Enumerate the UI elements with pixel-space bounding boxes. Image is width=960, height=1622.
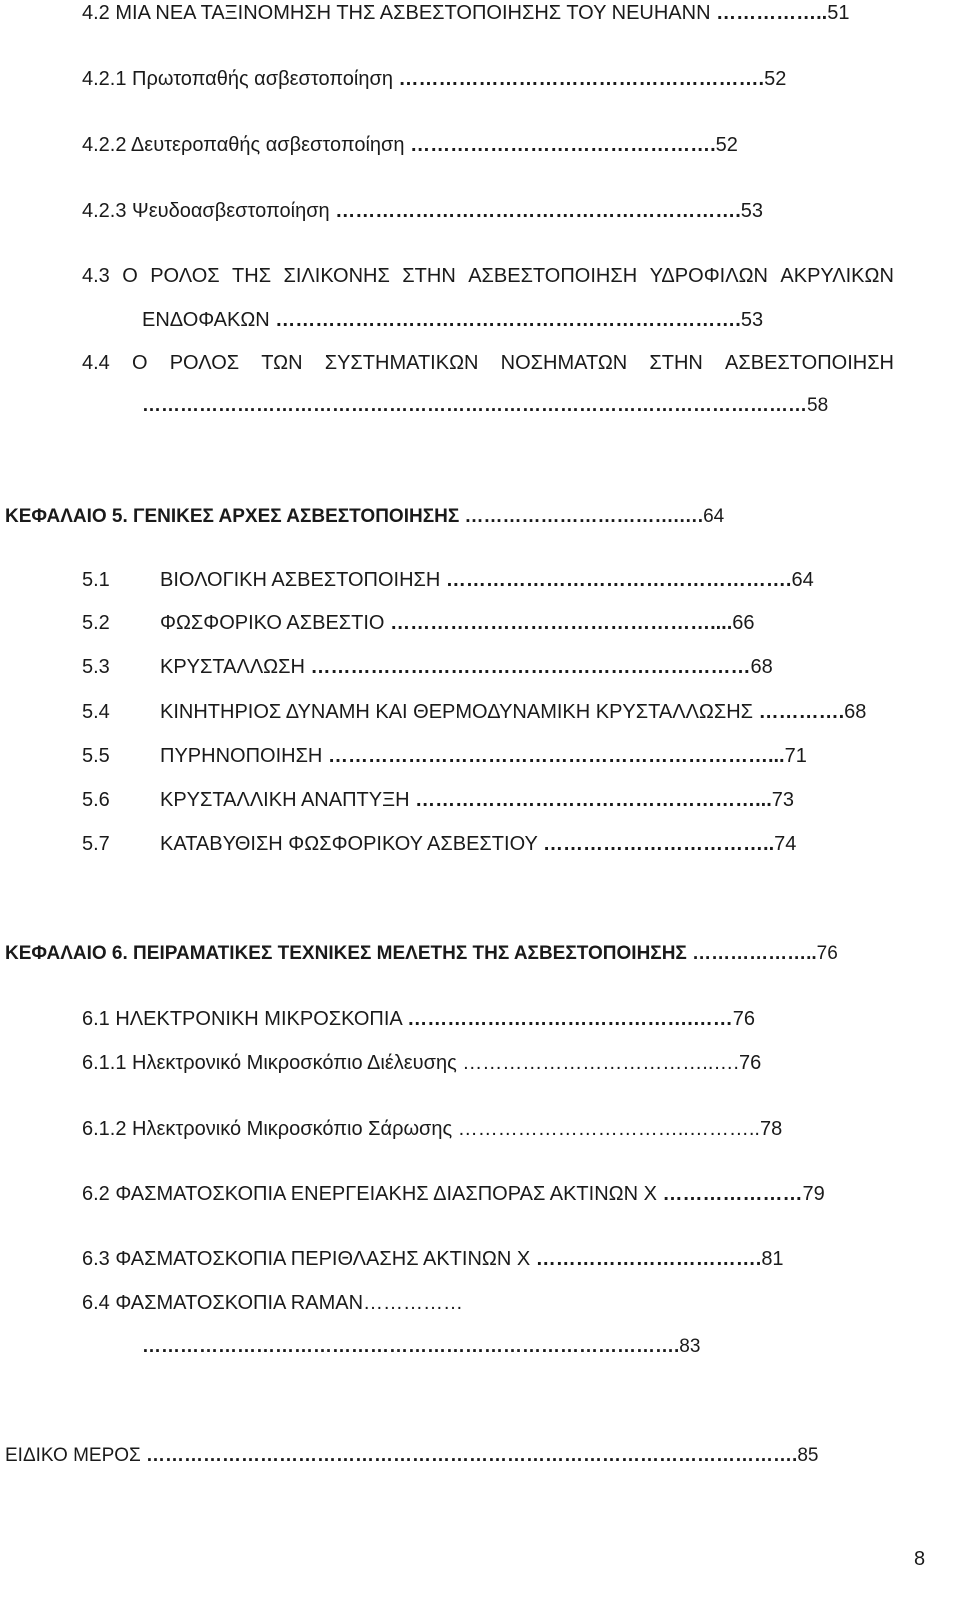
toc-entry-number: 5.3: [82, 656, 110, 678]
toc-entry-leader: …………………………………………………….: [335, 200, 741, 222]
toc-entry-leader: …………………………………………....: [390, 612, 733, 634]
toc-word: ΤΩΝ: [261, 352, 303, 374]
toc-entry-page: 85: [797, 1445, 819, 1466]
toc-entry-leader: ………….: [758, 701, 845, 723]
toc-word: ΤΗΣ: [232, 265, 272, 287]
toc-entry-5-3: [82, 655, 773, 679]
toc-entry-leader: ……………………………..………..: [457, 1118, 760, 1140]
toc-entry-page: 58: [807, 395, 829, 416]
toc-entry-5-6: [82, 788, 794, 812]
toc-entry-text: ΚΡΥΣΤΑΛΛΙΚΗ ΑΝΑΠΤΥΞΗ: [160, 789, 416, 811]
toc-word: 4.3: [82, 265, 110, 287]
toc-entry-number: 5.5: [82, 745, 110, 767]
toc-entry-number: 5.6: [82, 789, 110, 811]
toc-entry-text: 4.2.2 Δευτεροπαθής ασβεστοποίηση: [82, 134, 411, 156]
toc-entry-leader: ……………………………………….: [410, 134, 716, 156]
toc-word: ΑΣΒΕΣΤΟΠΟΙΗΣΗ: [468, 265, 638, 287]
toc-word: 4.4: [82, 352, 110, 374]
toc-entry-5-4: [82, 700, 866, 724]
toc-entry-leader: ……………………………..: [543, 833, 775, 855]
toc-entry-text: 6.3 ΦΑΣΜΑΤΟΣΚΟΠΙΑ ΠΕΡΙΘΛΑΣΗΣ ΑΚΤΙΝΩΝ Χ: [82, 1248, 536, 1270]
toc-entry-4-4: [82, 351, 894, 375]
toc-entry-text: ΚΡΥΣΤΑΛΛΩΣΗ: [160, 656, 311, 678]
toc-entry-6-1-2: [82, 1117, 782, 1141]
toc-chapter-5: [5, 505, 724, 529]
toc-entry-leader: …………………………………………………………: [310, 656, 751, 678]
toc-word: ΣΙΛΙΚΟΝΗΣ: [283, 265, 390, 287]
toc-entry-leader: ……………..: [716, 2, 828, 24]
toc-entry-leader: …………………………….….: [464, 506, 704, 527]
toc-word: Ο: [122, 265, 138, 287]
toc-entry-4-2-3: [82, 199, 763, 223]
toc-entry-5-7: [82, 832, 796, 856]
toc-entry-text: ΠΥΡΗΝΟΠΟΙΗΣΗ: [160, 745, 328, 767]
toc-chapter-6: [5, 942, 838, 966]
toc-entry-4-2-1: [82, 67, 786, 91]
toc-entry-text: 6.4 ΦΑΣΜΑΤΟΣΚΟΠΙΑ RAMAN: [82, 1292, 364, 1314]
toc-entry-page: 53: [740, 200, 764, 222]
toc-entry-4-2-2: [82, 133, 738, 157]
toc-entry-page: 64: [703, 506, 725, 527]
toc-entry-leader: ………………………………..….: [462, 1052, 739, 1074]
toc-entry-4-2: [82, 1, 849, 25]
toc-entry-text: 4.2.3 Ψευδοασβεστοποίηση: [82, 200, 336, 222]
toc-entry-leader: …………………………………….……: [407, 1008, 733, 1030]
toc-entry-5-2: [82, 611, 755, 635]
toc-entry-page: 79: [802, 1183, 825, 1205]
page-number: 8: [914, 1548, 926, 1570]
toc-entry-page: 52: [715, 134, 738, 156]
toc-word: ΡΟΛΟΣ: [169, 352, 240, 374]
toc-entry-text: ΚΕΦΑΛΑΙΟ 6. ΠΕΙΡΑΜΑΤΙΚΕΣ ΤΕΧΝΙΚΕΣ ΜΕΛΕΤΗΣ ΤΗΣ ΑΣΒΕΣΤΟΠΟΙΗΣΗΣ: [5, 943, 693, 964]
toc-entry-page: 73: [771, 789, 795, 811]
toc-entry-page: 51: [827, 2, 850, 24]
toc-entry-page: 66: [732, 612, 755, 634]
toc-entry-leader: …………………: [662, 1183, 803, 1205]
toc-entry-text: ΦΩΣΦΟΡΙΚΟ ΑΣΒΕΣΤΙΟ: [160, 612, 391, 634]
toc-word: ΝΟΣΗΜΑΤΩΝ: [500, 352, 628, 374]
toc-entry-leader: ………………………………………………………………………………………….: [146, 1445, 798, 1466]
toc-entry-page: 71: [784, 745, 807, 767]
toc-entry-page: 76: [732, 1008, 755, 1030]
toc-entry-text: ΚΙΝΗΤΗΡΙΟΣ ΔΥΝΑΜΗ ΚΑΙ ΘΕΡΜΟΔΥΝΑΜΙΚΗ ΚΡΥΣΤΑΛΛΩΣΗΣ: [160, 701, 759, 723]
toc-entry-4-3-continued: [142, 308, 763, 332]
toc-entry-text: 6.1.1 Ηλεκτρονικό Μικροσκόπιο Διέλευσης: [82, 1052, 463, 1074]
toc-entry-text: 6.2 ΦΑΣΜΑΤΟΣΚΟΠΙΑ ΕΝΕΡΓΕΙΑΚΗΣ ΔΙΑΣΠΟΡΑΣ ΑΚΤΙΝΩΝ Χ: [82, 1183, 663, 1205]
toc-entry-leader: ………………..: [692, 943, 817, 964]
toc-entry-leader: ……………: [363, 1292, 464, 1314]
toc-word: ΣΤΗΝ: [402, 265, 456, 287]
toc-entry-leader: …………………………………………………………...: [327, 745, 785, 767]
toc-word: ΡΟΛΟΣ: [150, 265, 220, 287]
toc-entry-leader: …………………………………………….: [445, 569, 792, 591]
toc-entry-leader: …………………………….: [535, 1248, 762, 1270]
toc-entry-6-3: [82, 1247, 784, 1271]
toc-entry-page: 78: [759, 1118, 783, 1140]
toc-entry-4-4-continued: [142, 394, 828, 418]
toc-entry-4-3: [82, 264, 894, 288]
toc-entry-number: 5.4: [82, 701, 110, 723]
toc-special-part: [5, 1444, 818, 1468]
toc-entry-text: ΕΝΔΟΦΑΚΩΝ: [142, 309, 276, 331]
toc-entry-leader: ……………………………………………….: [398, 68, 765, 90]
toc-entry-text: 4.2.1 Πρωτοπαθής ασβεστοποίηση: [82, 68, 399, 90]
toc-entry-5-5: [82, 744, 807, 768]
toc-entry-6-1-1: [82, 1051, 761, 1075]
toc-entry-text: ΚΑΤΑΒΥΘΙΣΗ ΦΩΣΦΟΡΙΚΟΥ ΑΣΒΕΣΤΙΟΥ: [160, 833, 544, 855]
toc-entry-text: ΚΕΦΑΛΑΙΟ 5. ΓΕΝΙΚΕΣ ΑΡΧΕΣ ΑΣΒΕΣΤΟΠΟΙΗΣΗΣ: [5, 506, 465, 527]
toc-entry-text: ΒΙΟΛΟΓΙΚΗ ΑΣΒΕΣΤΟΠΟΙΗΣΗ: [160, 569, 446, 591]
toc-entry-number: 5.7: [82, 833, 110, 855]
toc-word: ΣΥΣΤΗΜΑΤΙΚΩΝ: [324, 352, 479, 374]
toc-word: ΑΚΡΥΛΙΚΩΝ: [780, 265, 894, 287]
toc-entry-leader: ………………………………………………………………………….: [142, 1336, 680, 1357]
toc-entry-page: 83: [679, 1336, 701, 1357]
toc-entry-leader: …………………………………………………………….: [275, 309, 741, 331]
toc-entry-6-4: [82, 1291, 463, 1315]
toc-entry-page: 52: [764, 68, 787, 90]
toc-entry-page: 74: [774, 833, 797, 855]
toc-entry-text: 4.2 ΜΙΑ ΝΕΑ ΤΑΞΙΝΟΜΗΣΗ ΤΗΣ ΑΣΒΕΣΤΟΠΟΙΗΣΗΣ ΤΟΥ NEUHANN: [82, 2, 717, 24]
toc-entry-leader: ……………………………………………………………………………………………: [142, 395, 807, 416]
toc-entry-page: 68: [844, 701, 867, 723]
toc-word: ΥΔΡΟΦΙΛΩΝ: [649, 265, 768, 287]
toc-entry-page: 76: [816, 943, 838, 964]
toc-entry-number: 5.1: [82, 569, 110, 591]
toc-entry-text: 6.1.2 Ηλεκτρονικό Μικροσκόπιο Σάρωσης: [82, 1118, 458, 1140]
toc-entry-6-4-continued: [142, 1335, 700, 1359]
toc-entry-page: 53: [740, 309, 764, 331]
toc-entry-page: 64: [791, 569, 814, 591]
toc-word: ΑΣΒΕΣΤΟΠΟΙΗΣΗ: [725, 352, 894, 374]
toc-word: Ο: [131, 352, 148, 374]
toc-entry-text: 6.1 ΗΛΕΚΤΡΟΝΙΚΗ ΜΙΚΡΟΣΚΟΠΙΑ: [82, 1008, 408, 1030]
toc-entry-leader: ……………………………………………...: [415, 789, 772, 811]
toc-entry-5-1: [82, 568, 814, 592]
toc-entry-page: 81: [761, 1248, 784, 1270]
toc-entry-text: ΕΙΔΙΚΟ ΜΕΡΟΣ: [5, 1445, 147, 1466]
toc-entry-6-2: [82, 1182, 825, 1206]
toc-entry-number: 5.2: [82, 612, 110, 634]
toc-entry-page: 68: [750, 656, 773, 678]
toc-word: ΣΤΗΝ: [649, 352, 703, 374]
toc-entry-6-1: [82, 1007, 755, 1031]
toc-entry-page: 76: [738, 1052, 762, 1074]
